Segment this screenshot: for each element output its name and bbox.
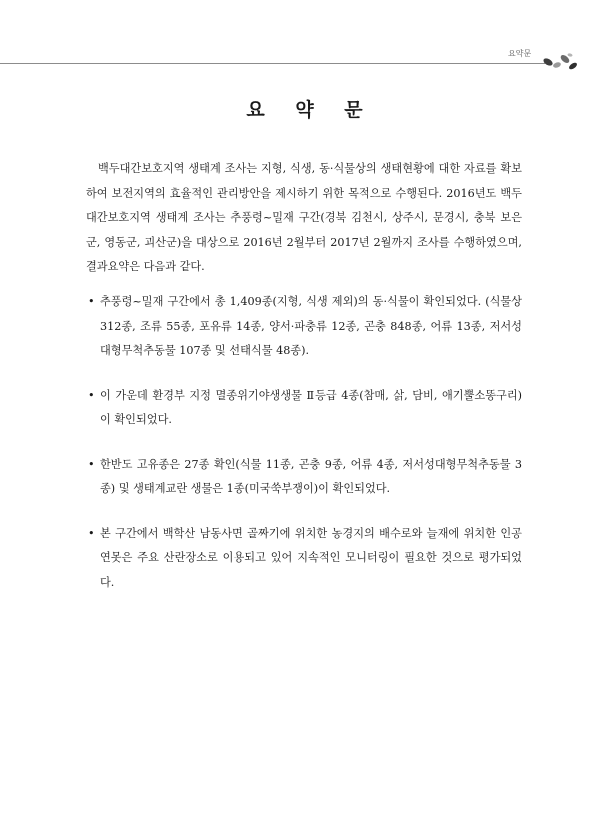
summary-item-text: 추풍령~밀재 구간에서 총 1,409종(지형, 식생 제외)의 동·식물이 확인되었다. (식물상 312종, 조류 55종, 포유류 14종, 양서·파충류 12종, 곤충 848종, 어류 13종, 저서성대형무척추동물 107종 및 선태식물 48종).: [100, 295, 522, 357]
summary-item-text: 본 구간에서 백학산 남동사면 골짜기에 위치한 농경지의 배수로와 늘재에 위치한 인공연못은 주요 산란장소로 이용되고 있어 지속적인 모니터링이 필요한 것으로 평가되었다.: [100, 526, 522, 589]
leaf-decoration-icon: [540, 50, 580, 74]
header-divider: [0, 63, 545, 64]
bullet-marker: •: [88, 295, 95, 308]
bullet-marker: •: [88, 457, 95, 471]
bullet-marker: •: [88, 388, 95, 402]
summary-item-text: 한반도 고유종은 27종 확인(식물 11종, 곤충 9종, 어류 4종, 저서성대형무척추동물 3종) 및 생태계교란 생물은 1종(미국쑥부쟁이)이 확인되었다.: [100, 457, 522, 495]
summary-item: [86, 522, 522, 596]
summary-item: [86, 453, 522, 502]
intro-paragraph: 백두대간보호지역 생태계 조사는 지형, 식생, 동·식물상의 생태현황에 대한 자료를 확보하여 보전지역의 효율적인 관리방안을 제시하기 위한 목적으로 수행된다. 2016년도 백두대간보호지역 생태계 조사는 추풍령~밀재 구간(경북 김천시, 상주시, 문경시, 충북 보은군, 영동군, 괴산군)을 대상으로 2016년 2월부터 2017년 2월까지 조사를 수행하였으며, 결과요약은 다음과 같다.: [86, 162, 522, 273]
summary-item: [86, 384, 522, 433]
summary-item-text: 이 가운데 환경부 지정 멸종위기야생생물 Ⅱ등급 4종(참매, 삵, 담비, 애기뿔소똥구리)이 확인되었다.: [100, 388, 522, 426]
summary-list: [86, 290, 522, 595]
summary-item: [86, 290, 522, 364]
running-header: 요약문: [508, 49, 532, 58]
bullet-marker: •: [88, 526, 95, 540]
page-title: 요 약 문: [246, 99, 375, 121]
